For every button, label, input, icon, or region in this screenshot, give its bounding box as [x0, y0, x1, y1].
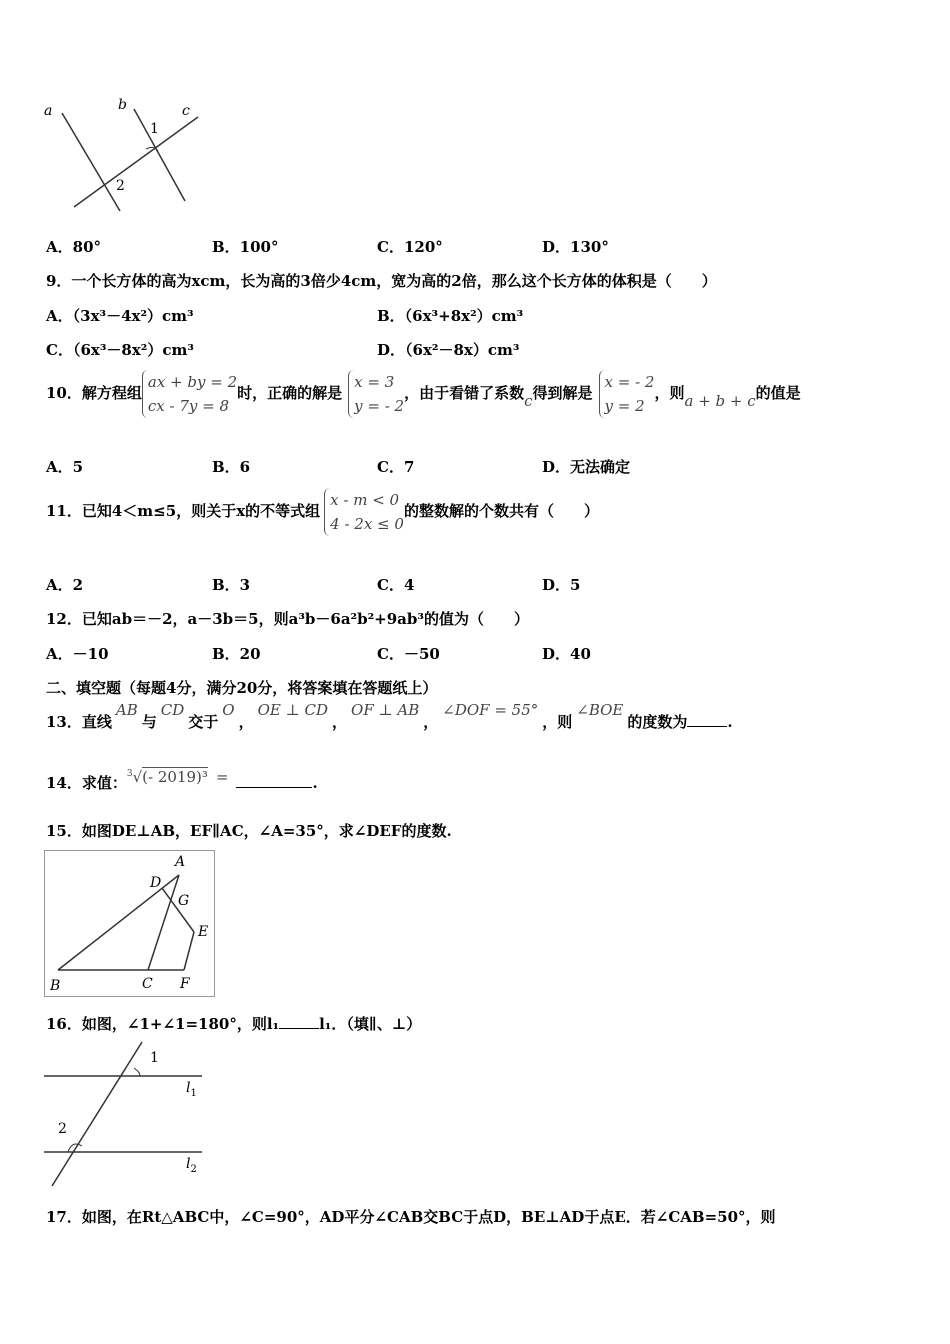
q10-stem — [46, 370, 801, 418]
line-c — [74, 117, 198, 207]
q11-option-d[interactable]: D．5 — [542, 576, 581, 594]
q8-option-a[interactable]: A．80° — [46, 238, 102, 256]
q13-stem — [46, 700, 733, 744]
q12-stem: 12．已知ab＝－2，a－3b＝5，则a³b－6a²b²+9ab³的值为（ ） — [46, 610, 529, 628]
q13-cd: CD — [160, 701, 185, 719]
q14-lead: 14．求值： — [46, 774, 127, 792]
q13-o: O — [222, 701, 235, 719]
q9-option-a[interactable]: A．（3x³－4x²）cm³ — [46, 307, 194, 325]
label-E: E — [198, 924, 209, 940]
q13-jiaoyu: 交于 — [188, 713, 219, 731]
q9-stem: 9．一个长方体的高为xcm，长为高的3倍少4cm，宽为高的2倍，那么这个长方体的体积是（ ） — [46, 272, 717, 290]
q10-coef-c: c — [524, 392, 533, 410]
q13-comma3: ， — [423, 713, 439, 731]
q12-option-d[interactable]: D．40 — [542, 645, 591, 663]
q13-lead: 13．直线 — [46, 713, 112, 731]
q11-option-a[interactable]: A．2 — [46, 576, 84, 594]
q13-yu: 与 — [141, 713, 157, 731]
q14-stem — [46, 762, 318, 801]
q12-option-c[interactable]: C．－50 — [377, 645, 440, 663]
label-F: F — [180, 976, 190, 992]
q14-radical: $^3$√(- 2019)³ — [126, 768, 208, 786]
q13-comma1: ， — [238, 713, 254, 731]
q14-root-index: 3 — [126, 769, 133, 779]
q16-answer-blank[interactable] — [279, 1028, 319, 1029]
q14-equals: = — [215, 768, 229, 786]
q13-oe: OE ⊥ CD — [257, 701, 329, 719]
q11-stem — [46, 488, 599, 536]
label-b: b — [118, 97, 127, 113]
seg-EF — [184, 932, 194, 970]
q13-dof: ∠DOF = 55° — [442, 701, 539, 719]
q12-option-b[interactable]: B．20 — [212, 645, 261, 663]
q11-lead: 11．已知4＜m≤5，则关于x的不等式组 — [46, 502, 321, 520]
q9-option-c[interactable]: C．（6x³－8x²）cm³ — [46, 341, 194, 359]
q9-option-b[interactable]: B．（6x³+8x²）cm³ — [377, 307, 524, 325]
q13-of: OF ⊥ AB — [351, 701, 420, 719]
label-2: 2 — [116, 178, 125, 194]
q10-eq1: ax + by = 2 — [147, 373, 238, 391]
q8-option-d[interactable]: D．130° — [542, 238, 609, 256]
q16-lead: 16．如图，∠1+∠1=180°，则l₁ — [46, 1015, 280, 1033]
q10-option-a[interactable]: A．5 — [46, 458, 84, 476]
q10-expr: a + b + c — [684, 392, 756, 410]
label-A: A — [175, 854, 186, 870]
q11-option-c[interactable]: C．4 — [377, 576, 415, 594]
label-D: D — [150, 875, 162, 891]
q14-answer-blank[interactable] — [236, 787, 312, 788]
triangle-figure-q15 — [44, 850, 216, 998]
label-1: 1 — [150, 1050, 159, 1066]
q12-option-a[interactable]: A．－10 — [46, 645, 109, 663]
parallel-lines-figure-q16 — [42, 1040, 210, 1188]
figure-frame — [45, 851, 215, 997]
parallel-lines-figure-q8 — [40, 95, 210, 220]
q15-stem: 15．如图DE⊥AB，EF∥AC，∠A=35°，求∠DEF的度数. — [46, 822, 452, 840]
label-c: c — [182, 103, 190, 119]
q11-eq1: x - m < 0 — [330, 491, 400, 509]
transversal — [52, 1042, 142, 1186]
label-B: B — [50, 978, 61, 994]
q13-comma2: ， — [332, 713, 348, 731]
q10-option-d[interactable]: D．无法确定 — [542, 458, 631, 476]
label-G: G — [178, 893, 190, 909]
line-b — [134, 109, 185, 201]
q10-eq2: cx - 7y = 8 — [147, 397, 230, 415]
q10-option-b[interactable]: B．6 — [212, 458, 251, 476]
q10-option-c[interactable]: C．7 — [377, 458, 415, 476]
q11-eq2: 4 - 2x ≤ 0 — [330, 515, 404, 533]
angle-1-arc — [134, 1068, 140, 1076]
q10-sol1-x: x = 3 — [354, 373, 395, 391]
q9-option-d[interactable]: D．（6x²－8x）cm³ — [377, 341, 520, 359]
label-2: 2 — [58, 1121, 67, 1137]
label-C: C — [142, 976, 153, 992]
q10-text2: ，由于看错了系数 — [404, 384, 525, 402]
q10-sol1-y: y = - 2 — [354, 397, 405, 415]
q14-radicand: (- 2019)³ — [142, 768, 208, 786]
q10-text4: ，则 — [654, 384, 685, 402]
q16-stem — [46, 1013, 421, 1034]
q10-solution1 — [348, 370, 404, 418]
q10-text5: 的值是 — [755, 384, 801, 402]
q13-boe: ∠BOE — [576, 701, 624, 719]
q10-solution2 — [599, 370, 655, 418]
q17-stem: 17．如图，在Rt△ABC中，∠C=90°，AD平分∠CAB交BC于点D，BE⊥AD于点E．若∠CAB=50°，则 — [46, 1208, 776, 1226]
line-a — [62, 113, 120, 211]
q10-text3: 得到解是 — [532, 384, 593, 402]
q10-text1: 时，正确的解是 — [237, 384, 343, 402]
q13-ab: AB — [115, 701, 138, 719]
q11-system — [324, 488, 404, 536]
q10-system — [142, 370, 237, 418]
label-l2: $l_2$ — [186, 1156, 197, 1175]
q8-option-b[interactable]: B．100° — [212, 238, 279, 256]
q16-tail: l₁．（填∥、⊥） — [319, 1015, 422, 1033]
q11-tail: 的整数解的个数共有（ ） — [403, 502, 599, 520]
label-1: 1 — [150, 121, 159, 137]
section-title-fill-in: 二、填空题（每题4分，满分20分，将答案填在答题纸上） — [46, 679, 438, 697]
label-a: a — [44, 103, 53, 119]
q10-sol2-y: y = 2 — [604, 397, 645, 415]
q13-answer-blank[interactable] — [687, 726, 727, 727]
q14-end: . — [312, 774, 318, 792]
q13-end: . — [727, 713, 733, 731]
label-l1: $l_1$ — [186, 1080, 197, 1099]
q11-option-b[interactable]: B．3 — [212, 576, 251, 594]
q13-tail: 的度数为 — [627, 713, 688, 731]
q8-option-c[interactable]: C．120° — [377, 238, 443, 256]
q10-sol2-x: x = - 2 — [604, 373, 655, 391]
q13-ze: ，则 — [542, 713, 573, 731]
q10-number: 10．解方程组 — [46, 384, 142, 402]
